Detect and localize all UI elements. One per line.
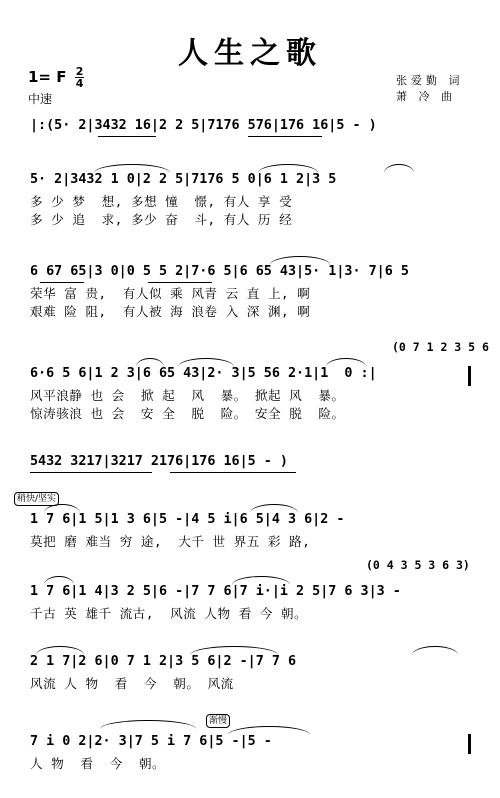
slur <box>36 646 84 655</box>
slur <box>44 576 74 585</box>
meter-denominator: 4 <box>75 77 84 90</box>
interlude-marking: (0 7 1 2 3 5 6 <box>392 340 489 354</box>
lyric-line-9: 人 物 看 今 朝。 <box>30 756 166 771</box>
song-title: 人生之歌 <box>178 36 322 71</box>
notes-line-5: 5432 3217|3217 2176|176 16|5 - ) <box>30 454 288 469</box>
slur <box>228 726 310 735</box>
slur <box>100 720 196 729</box>
repeat-end-bar <box>468 366 471 386</box>
slur <box>270 256 330 265</box>
beam <box>40 282 84 283</box>
beam <box>148 282 212 283</box>
lyric-line-6: 莫把 磨 难当 穷 途, 大千 世 界五 彩 路, <box>30 534 311 549</box>
score-line-4 <box>0 364 500 421</box>
time-signature <box>75 66 85 89</box>
notes-line-8: 2 1 7|2 6|0 7 1 2|3 5 6|2 -|7 7 6 <box>30 654 297 669</box>
score-line-2 <box>0 170 500 227</box>
slur <box>136 358 164 367</box>
score-line-9 <box>0 732 500 771</box>
slur <box>178 358 234 367</box>
lyric-line-8: 风流 人 物 看 今 朝。 风流 <box>30 676 234 691</box>
lyric-line-3-verse-2: 艰难 险 阻, 有人被 海 浪卷 入 深 渊, 啊 <box>30 304 311 319</box>
slur <box>44 504 80 513</box>
lyric-line-2-verse-2: 多 少 追 求, 多少 奋 斗, 有人 历 经 <box>30 212 293 227</box>
slur <box>258 164 318 173</box>
tempo-change-box-2: 渐慢 <box>206 714 230 728</box>
notes-line-9: 7 i 0 2|2· 3|7 5 i 7 6|5 -|5 - <box>30 734 272 749</box>
slur <box>232 576 290 585</box>
slur <box>190 646 278 655</box>
score-line-1 <box>0 116 500 142</box>
score-line-7 <box>0 582 500 621</box>
slur <box>384 164 414 173</box>
tempo-change-box: 稍快/坚实 <box>14 492 59 506</box>
lyric-line-4-verse-1: 风平浪静 也 会 掀 起 风 暴。 掀起 风 暴。 <box>30 388 345 403</box>
key-label: 1= F <box>28 68 67 86</box>
score-line-3 <box>0 262 500 319</box>
lyric-line-2-verse-1: 多 少 梦 想, 多想 憧 憬, 有人 享 受 <box>30 194 293 209</box>
slur <box>326 358 366 367</box>
beam <box>248 136 322 137</box>
meter-numerator: 2 <box>75 65 84 78</box>
lyric-line-3-verse-1: 荣华 富 贵, 有人似 乘 风青 云 直 上, 啊 <box>30 286 311 301</box>
slur <box>412 646 458 655</box>
tempo-marking: 中速 <box>28 92 53 106</box>
score-line-8 <box>0 652 500 691</box>
notes-line-4: 6·6 5 6|1 2 3|6 65 43|2· 3|5 56 2·1|1 0 :| <box>30 366 377 381</box>
slur <box>94 164 170 173</box>
notes-line-1: |:(5· 2|3432 16|2 2 5|7176 576|176 16|5 - ) <box>30 118 377 133</box>
lyricist-credit: 张爱勤 词 <box>396 74 464 87</box>
notes-line-3: 6 67 65|3 0|0 5 5 2|7·6 5|6 65 43|5· 1|3· 7|6 5 <box>30 264 409 279</box>
key-signature <box>28 66 84 89</box>
score-line-6 <box>0 510 500 549</box>
interlude-marking-2: (0 4 3 5 3 6 3) <box>366 558 470 572</box>
lyric-line-4-verse-2: 惊涛骇浪 也 会 安 全 脱 险。 安全 脱 险。 <box>30 406 345 421</box>
lyric-line-7: 千古 英 雄千 流古, 风流 人物 看 今 朝。 <box>30 606 308 621</box>
beam <box>30 472 152 473</box>
final-bar <box>468 734 471 754</box>
composer-credit: 萧 冷 曲 <box>396 90 456 103</box>
score-line-5 <box>0 452 500 478</box>
beam <box>170 472 296 473</box>
slur <box>250 504 298 513</box>
notes-line-2: 5· 2|3432 1 0|2 2 5|7176 5 0|6 1 2|3 5 <box>30 172 337 187</box>
notes-line-7: 1 7 6|1 4|3 2 5|6 -|7 7 6|7 i·|i 2 5|7 6 3|3 - <box>30 584 401 599</box>
notes-line-6: 1 7 6|1 5|1 3 6|5 -|4 5 i|6 5|4 3 6|2 - <box>30 512 345 527</box>
beam <box>98 136 156 137</box>
